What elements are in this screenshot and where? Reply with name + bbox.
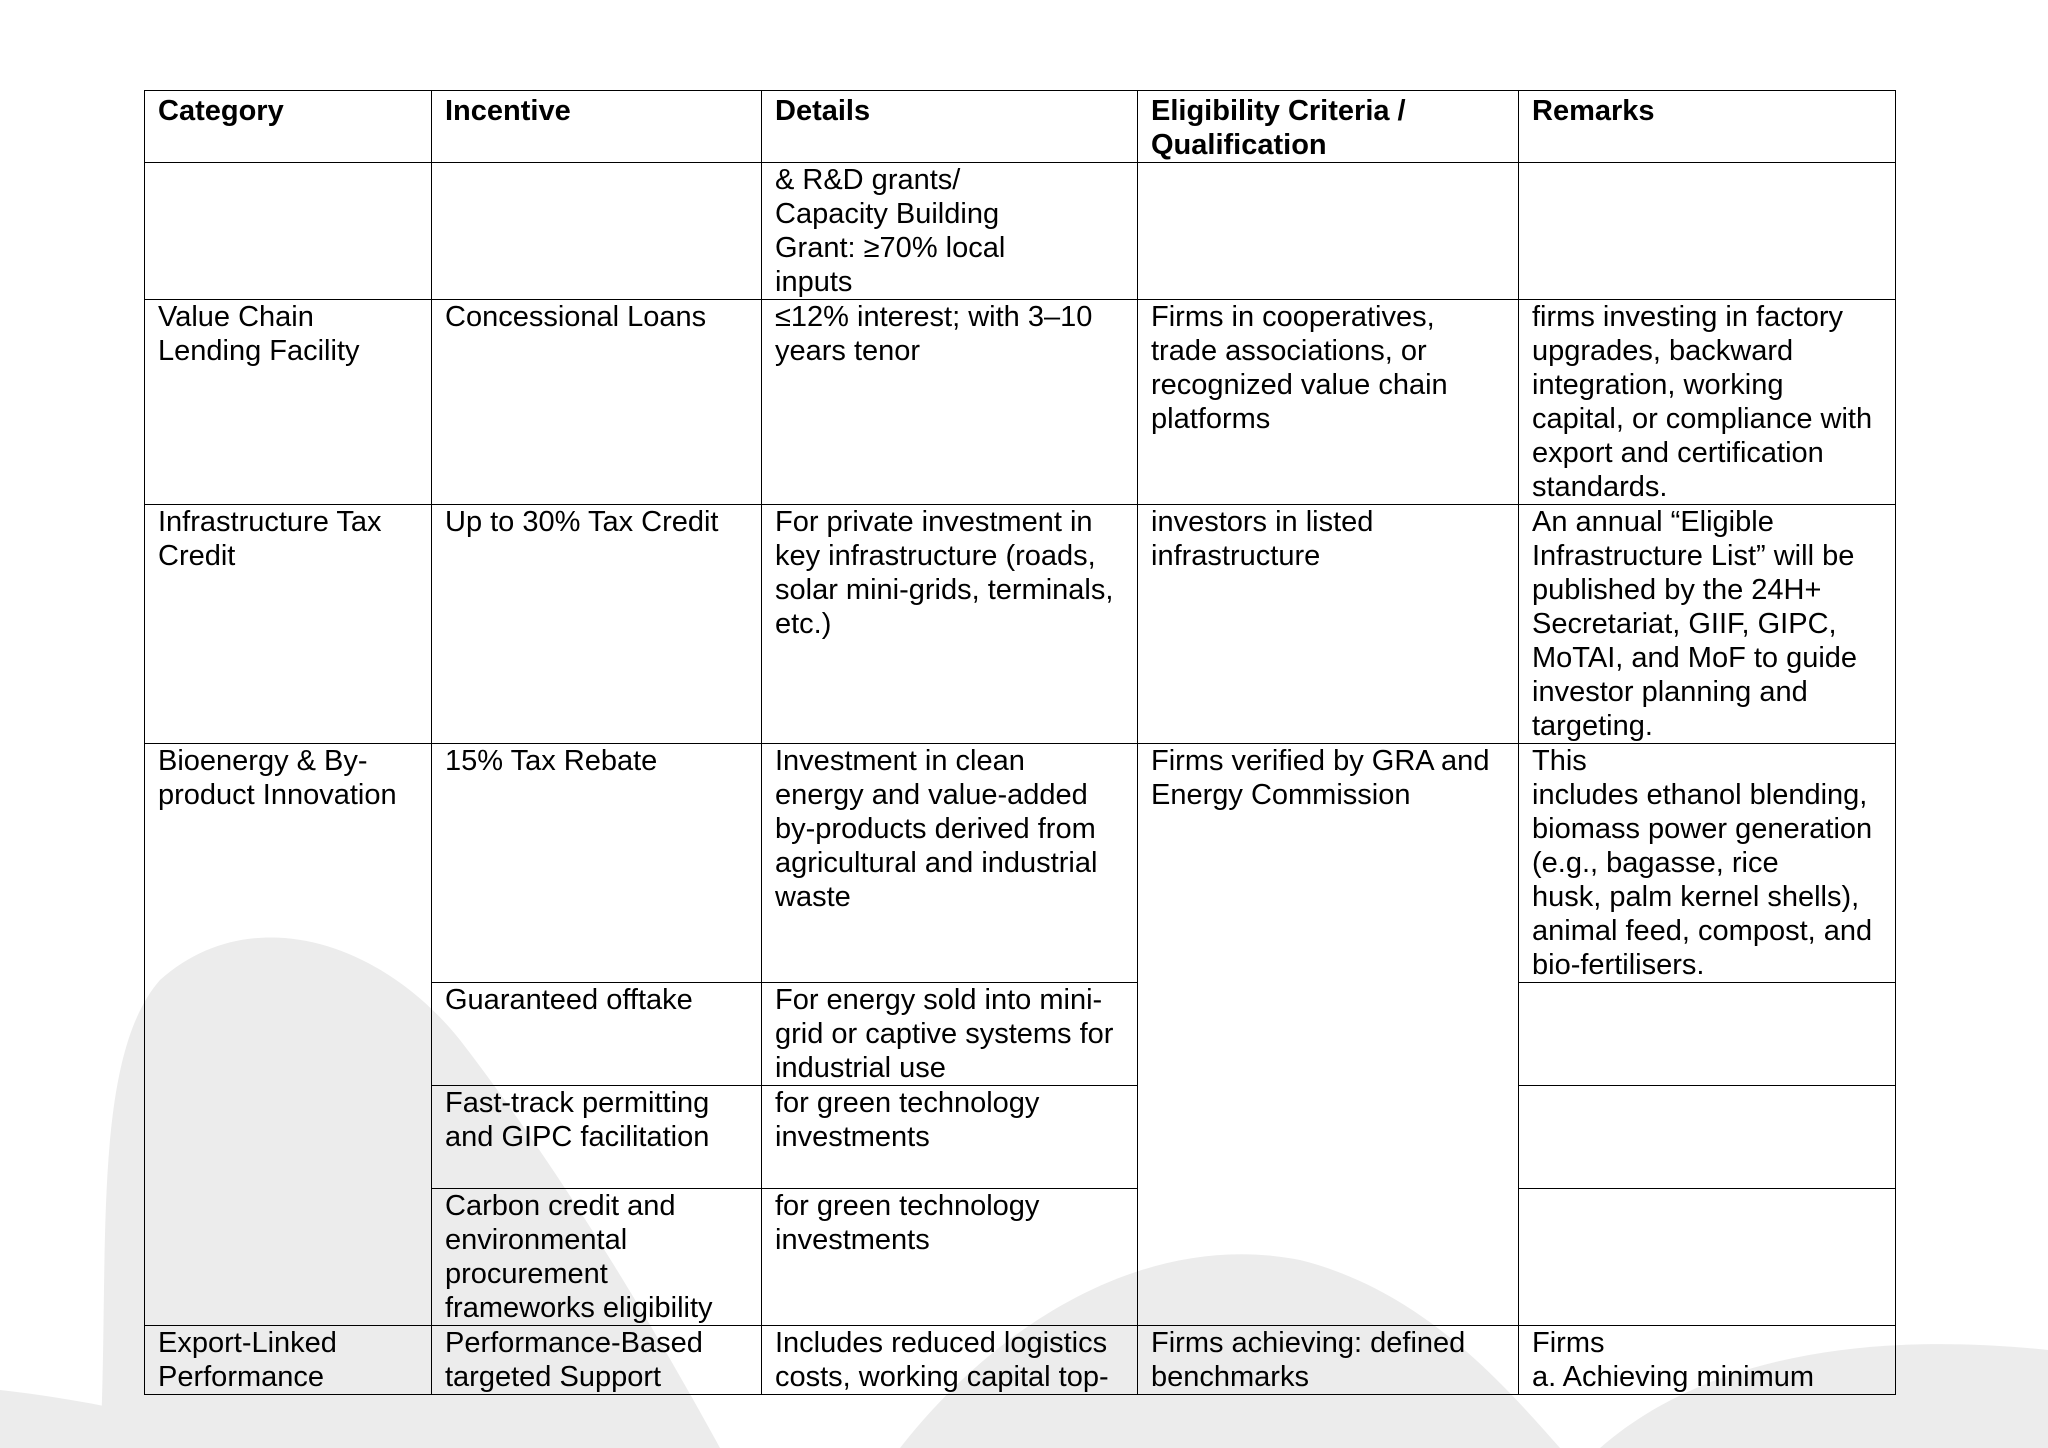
header-eligibility: Eligibility Criteria / Qualification <box>1138 91 1519 163</box>
cell-remarks: firms investing in factory upgrades, backward integration, working capital, or compliance with export and certification standards. <box>1519 300 1896 505</box>
header-remarks: Remarks <box>1519 91 1896 163</box>
cell-eligibility <box>1138 163 1519 300</box>
cell-remarks <box>1519 163 1896 300</box>
cell-remarks: This includes ethanol blending, biomass power generation (e.g., bagasse, rice husk, palm kernel shells), animal feed, compost, and bio-fertilisers. <box>1519 744 1896 983</box>
cell-eligibility: Firms verified by GRA and Energy Commission <box>1138 744 1519 1326</box>
cell-remarks: Firms a. Achieving minimum <box>1519 1326 1896 1395</box>
cell-details: & R&D grants/ Capacity Building Grant: ≥70% local inputs <box>762 163 1138 300</box>
table-row <box>145 505 1896 744</box>
cell-category: Bioenergy & By- product Innovation <box>145 744 432 1326</box>
cell-details: Investment in clean energy and value-added by-products derived from agricultural and industrial waste <box>762 744 1138 983</box>
cell-details: For private investment in key infrastructure (roads, solar mini-grids, terminals, etc.) <box>762 505 1138 744</box>
cell-incentive: 15% Tax Rebate <box>432 744 762 983</box>
table-header-row <box>145 91 1896 163</box>
cell-remarks <box>1519 1189 1896 1326</box>
cell-category: Export-Linked Performance <box>145 1326 432 1395</box>
cell-details: ≤12% interest; with 3–10 years tenor <box>762 300 1138 505</box>
cell-category: Infrastructure Tax Credit <box>145 505 432 744</box>
cell-details: For energy sold into mini- grid or captive systems for industrial use <box>762 983 1138 1086</box>
cell-remarks <box>1519 983 1896 1086</box>
incentives-table <box>144 90 1896 1395</box>
cell-incentive: Performance-Based targeted Support <box>432 1326 762 1395</box>
cell-incentive: Concessional Loans <box>432 300 762 505</box>
cell-incentive <box>432 163 762 300</box>
table-row <box>145 300 1896 505</box>
cell-remarks <box>1519 1086 1896 1189</box>
cell-incentive: Carbon credit and environmental procurement frameworks eligibility <box>432 1189 762 1326</box>
table-row <box>145 1326 1896 1395</box>
cell-remarks: An annual “Eligible Infrastructure List” will be published by the 24H+ Secretariat, GIIF, GIPC, MoTAI, and MoF to guide investor planning and targeting. <box>1519 505 1896 744</box>
cell-details: Includes reduced logistics costs, working capital top- <box>762 1326 1138 1395</box>
cell-category: Value Chain Lending Facility <box>145 300 432 505</box>
header-category: Category <box>145 91 432 163</box>
cell-eligibility: Firms achieving: defined benchmarks <box>1138 1326 1519 1395</box>
cell-category <box>145 163 432 300</box>
header-details: Details <box>762 91 1138 163</box>
cell-eligibility: Firms in cooperatives, trade associations, or recognized value chain platforms <box>1138 300 1519 505</box>
header-incentive: Incentive <box>432 91 762 163</box>
cell-details: for green technology investments <box>762 1086 1138 1189</box>
table-row <box>145 744 1896 983</box>
cell-details: for green technology investments <box>762 1189 1138 1326</box>
table-row <box>145 163 1896 300</box>
cell-incentive: Guaranteed offtake <box>432 983 762 1086</box>
cell-incentive: Up to 30% Tax Credit <box>432 505 762 744</box>
cell-eligibility: investors in listed infrastructure <box>1138 505 1519 744</box>
cell-incentive: Fast-track permitting and GIPC facilitation <box>432 1086 762 1189</box>
